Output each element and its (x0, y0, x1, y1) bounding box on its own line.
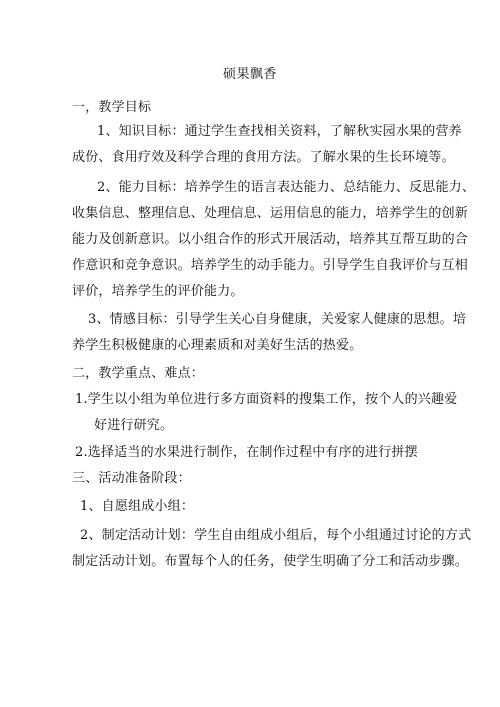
list-item-line: 1、自愿组成小组： (80, 499, 195, 514)
list-item-line: 2.选择适当的水果进行制作，在制作过程中有序的进行拼摆 (75, 445, 418, 460)
paragraph-line: 评价，培养学生的评价能力。 (72, 284, 244, 299)
paragraph-line: 制定活动计划。布置每个人的任务，使学生明确了分工和活动步骤。 (72, 554, 469, 569)
paragraph-line: 2、制定活动计划：学生自由组成小组后，每个小组通过讨论的方式 (80, 528, 472, 543)
list-item-line: 1.学生以小组为单位进行多方面资料的搜集工作，按个人的兴趣爱 (75, 392, 458, 407)
paragraph-line: 3、情感目标：引导学生关心自身健康，关爱家人健康的思想。培 (88, 312, 467, 327)
paragraph-line: 1、知识目标：通过学生查找相关资料，了解秋实园水果的营养 (97, 124, 462, 139)
paragraph-line: 作意识和竞争意识。培养学生的动手能力。引导学生自我评价与互相 (72, 258, 469, 273)
document-title: 硕果飘香 (222, 67, 277, 82)
paragraph-line: 养学生积极健康的心理素质和对美好生活的热爱。 (72, 338, 363, 353)
paragraph-line: 收集信息、整理信息、处理信息、运用信息的能力，培养学生的创新 (72, 206, 469, 221)
section-heading-preparation: 三、活动准备阶段： (72, 471, 191, 486)
paragraph-line: 能力及创新意识。以小组合作的形式开展活动，培养其互帮互助的合 (72, 232, 469, 247)
list-item-line: 好进行研究。 (94, 418, 174, 433)
section-heading-teaching-goals: 一，教学目标 (72, 100, 152, 115)
paragraph-line: 成份、食用疗效及科学合理的食用方法。了解水果的生长环境等。 (72, 150, 455, 165)
section-heading-key-points: 二，教学重点、难点： (72, 366, 205, 381)
paragraph-line: 2、能力目标：培养学生的语言表达能力、总结能力、反思能力、 (97, 180, 476, 195)
